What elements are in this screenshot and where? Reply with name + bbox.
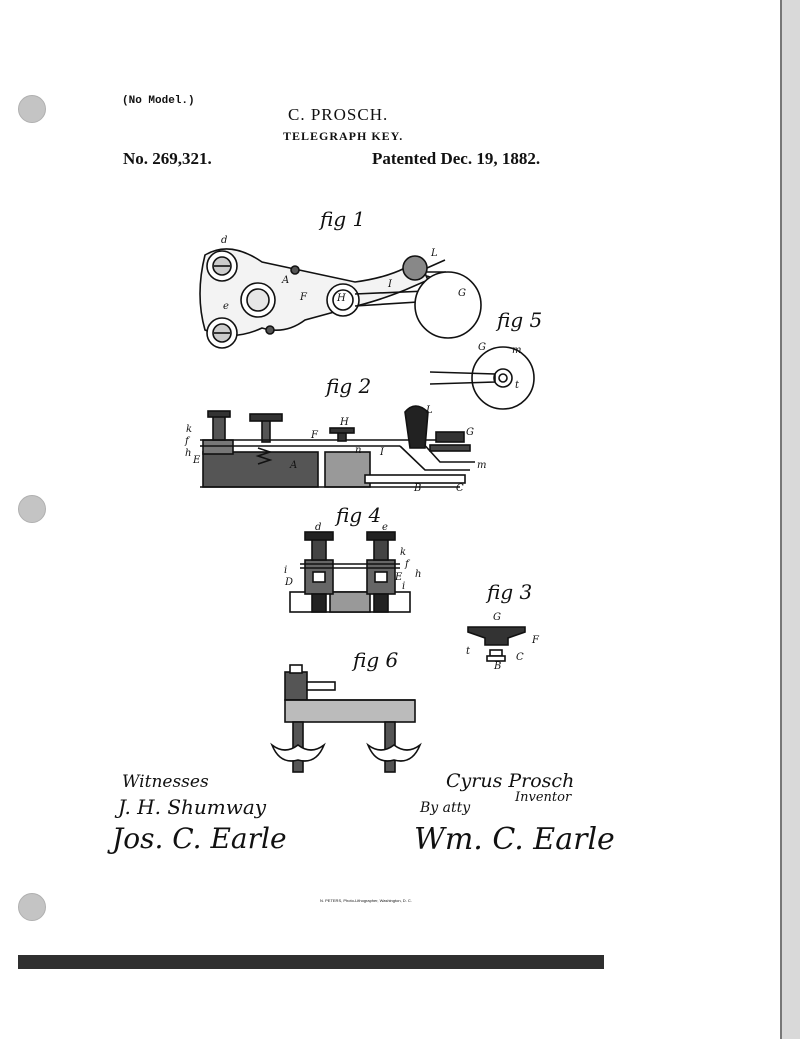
fig-2-label: fig 2 (326, 374, 372, 398)
attorney-signature: Wm. C. Earle (414, 822, 615, 857)
witness-1-signature: J. H. Shumway (118, 795, 267, 819)
letter-fig2-G: G (466, 427, 474, 438)
bottom-scan-bar (18, 955, 604, 969)
letter-fig2-B: B (414, 483, 422, 494)
fig-2-drawing (200, 406, 475, 487)
fig-3-label: fig 3 (487, 580, 533, 604)
letter-fig4-e: e (382, 522, 388, 533)
letter-fig2-E: E (193, 455, 201, 466)
letter-fig5-G: G (478, 342, 486, 353)
letter-fig2-k: k (186, 424, 193, 435)
patent-number: No. 269,321. (123, 149, 212, 168)
letter-fig4-h: h (415, 569, 422, 580)
page-edge (780, 0, 782, 1039)
letter-fig2-F: F (311, 430, 318, 441)
letter-fig5-m: m (512, 345, 522, 356)
letter-fig4-E: E (395, 572, 403, 583)
engraver-credit: N. PETERS, Photo-Lithographer, Washington, D. C. (320, 898, 412, 903)
letter-fig1-A: A (282, 275, 290, 286)
inventor-label: Inventor (515, 790, 572, 805)
patent-date: Patented Dec. 19, 1882. (372, 149, 541, 168)
letter-fig2-A: A (290, 460, 298, 471)
letter-fig1-d: d (221, 235, 228, 246)
letter-fig4-f: f (405, 559, 409, 570)
by-atty-label: By atty (420, 800, 471, 816)
letter-fig2-m: m (477, 460, 487, 471)
letter-fig4-D: D (285, 577, 294, 588)
inventor-name: C. PROSCH. (288, 105, 389, 124)
fig-6-drawing (272, 665, 420, 772)
letter-fig5-t: t (515, 380, 520, 391)
letter-fig2-L: L (426, 405, 433, 416)
letter-fig4-d: d (315, 522, 322, 533)
fig-5-drawing (430, 347, 534, 409)
witness-2-signature: Jos. C. Earle (112, 822, 287, 855)
fig-4-label: fig 4 (336, 503, 382, 527)
letter-fig3-C: C (516, 652, 524, 663)
model-note: (No Model.) (122, 95, 195, 107)
letter-fig3-G: G (493, 612, 501, 623)
letter-fig1-L: L (431, 248, 438, 259)
letter-fig1-I: I (388, 279, 392, 290)
letter-fig1-G: G (458, 288, 466, 299)
letter-fig2-H: H (340, 417, 349, 428)
fig-1-label: fig 1 (320, 207, 366, 231)
letter-fig1-e: e (223, 301, 229, 312)
inventor-signature: Cyrus Prosch (446, 770, 575, 792)
letter-fig2-f: f (185, 436, 189, 447)
fig-6-label: fig 6 (353, 648, 399, 672)
letter-fig2-h: h (185, 448, 192, 459)
letter-fig4-i: i (284, 565, 288, 576)
letter-fig3-F: F (532, 635, 539, 646)
letter-fig2-n: n (355, 445, 362, 456)
letter-fig4-i2: i (402, 581, 406, 592)
letter-fig4-k: k (400, 547, 407, 558)
letter-fig1-F: F (300, 292, 307, 303)
fig-4-drawing (290, 532, 410, 612)
witnesses-label: Witnesses (122, 772, 209, 792)
letter-fig3-B: B (494, 661, 502, 672)
letter-fig3-t: t (466, 646, 471, 657)
fig-5-label: fig 5 (497, 308, 543, 332)
letter-fig2-I: I (380, 447, 384, 458)
letter-fig1-H: H (337, 293, 346, 304)
patent-title: TELEGRAPH KEY. (283, 129, 404, 143)
letter-fig2-C: C (456, 483, 464, 494)
